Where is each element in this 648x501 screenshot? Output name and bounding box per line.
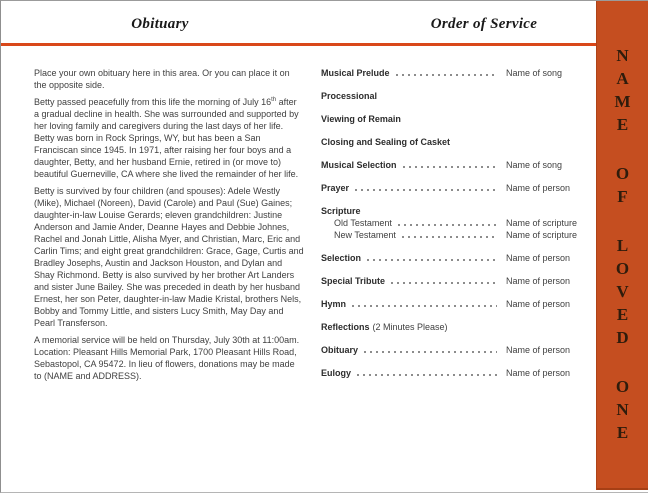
side-band-text <box>597 1 648 444</box>
order-of-service-row <box>321 367 579 379</box>
band-letter: V <box>616 282 629 301</box>
order-of-service-row <box>321 182 579 194</box>
obituary-paragraph-text: Betty is survived by four children (and spouses): Adele Westly (Mike), Michael (Noreen), David (Carole) and Paul (Sue) Gaines; daughter-in-law Louise Gerards; eleven grandchildren: Justine Anderson and Jamie Ander, Deanne Hayes and Debbie Johnes, Rachel and Jonah Little, Alisha Myer, and Christian, Marc, Eric and Carlin Tims; and eight great grandchildren: Grace, Gage, Curtis and Bradley Josephs, Austin and Jackson Houston, and Dylan and Shay Richmond. Betty is also survived by her brother Art Landers and sister June Bailey. She was preceded in death by her husband Ernest, her son Peter, daughter-in-law Madie Kristal, brothers Nels, Bobby and Tommy Little, and sisters Lucy Smith, May Day and Pearl Transferson. <box>34 186 304 328</box>
band-letter: M <box>614 92 631 111</box>
order-of-service-row <box>321 252 579 264</box>
order-item-label: Eulogy <box>321 368 352 378</box>
obituary-paragraph <box>34 96 304 180</box>
order-item-label: New Testament <box>334 230 396 240</box>
order-item-label: Prayer <box>321 183 350 193</box>
band-letter: E <box>616 115 629 134</box>
band-letter: F <box>617 187 628 206</box>
order-item-placeholder-value: Name of person <box>506 368 571 378</box>
band-letter: E <box>616 423 629 442</box>
order-of-service-row <box>321 205 579 217</box>
order-item-label: Reflections <box>321 322 370 332</box>
order-item-placeholder-value: Name of scripture <box>506 230 578 240</box>
order-of-service-row <box>321 67 579 79</box>
order-of-service-row <box>321 136 579 148</box>
obituary-paragraph <box>34 67 304 91</box>
order-item-label: Musical Prelude <box>321 68 390 78</box>
dotted-leader <box>391 282 497 284</box>
band-word <box>614 44 630 136</box>
dotted-leader <box>402 236 497 238</box>
band-letter: O <box>615 259 630 278</box>
dotted-leader <box>352 305 497 307</box>
obituary-heading: Obituary <box>131 16 189 32</box>
band-word <box>616 234 629 349</box>
ordinal-superscript: th <box>271 97 277 103</box>
obituary-paragraph-text: Betty passed peacefully from this life the morning of July 16 <box>34 97 272 107</box>
order-item-placeholder-value: Name of person <box>506 183 571 193</box>
dotted-leader <box>403 166 497 168</box>
order-item-label: Scripture <box>321 206 361 216</box>
order-of-service-heading: Order of Service <box>430 16 538 32</box>
band-letter: D <box>616 328 629 347</box>
order-item-placeholder-value: Name of song <box>506 160 563 170</box>
side-accent-band <box>596 1 648 490</box>
order-item-label: Selection <box>321 253 362 263</box>
order-of-service-list <box>321 67 579 390</box>
order-item-label: Viewing of Remain <box>321 114 401 124</box>
obituary-paragraph-text: after a gradual decline in health. She was surrounded and supported by her loving family and caregivers during the last days of her life. Betty was born in Rock Springs, WY, but has been a San Franciscan since 1945. In 1971, after raising her four boys and a daughter, Betty, and her husband Ernie, retired in (or move to) beautiful Guerneville, CA where she lived the remainder of her life. <box>34 97 299 179</box>
order-of-service-row <box>321 90 579 102</box>
dotted-leader <box>396 74 497 76</box>
order-item-placeholder-value: Name of person <box>506 276 571 286</box>
order-of-service-row <box>321 298 579 310</box>
band-letter: O <box>615 164 630 183</box>
dotted-leader <box>357 374 497 376</box>
order-item-label: Special Tribute <box>321 276 386 286</box>
dotted-leader <box>367 259 497 261</box>
dotted-leader <box>364 351 497 353</box>
order-of-service-row <box>321 275 579 287</box>
order-item-label: Hymn <box>321 299 347 309</box>
band-letter: E <box>616 305 629 324</box>
band-word <box>616 375 629 444</box>
order-of-service-row <box>321 321 579 333</box>
order-item-placeholder-value: Name of person <box>506 299 571 309</box>
order-item-label: Musical Selection <box>321 160 397 170</box>
order-item-placeholder-value: Name of song <box>506 68 563 78</box>
order-item-note: (2 Minutes Please) <box>372 322 448 332</box>
order-of-service-row <box>321 217 579 229</box>
obituary-paragraph-text: Place your own obituary here in this area. Or you can place it on the opposite side. <box>34 68 290 90</box>
order-of-service-row <box>321 159 579 171</box>
order-item-placeholder-value: Name of scripture <box>506 218 578 228</box>
dotted-leader <box>355 189 497 191</box>
order-of-service-row <box>321 229 579 241</box>
band-letter: L <box>616 236 629 255</box>
band-letter: N <box>616 400 629 419</box>
order-item-placeholder-value: Name of person <box>506 345 571 355</box>
band-letter: A <box>616 69 629 88</box>
obituary-paragraph <box>34 185 304 329</box>
obituary-paragraph-text: A memorial service will be held on Thursday, July 30th at 11:00am. Location: Pleasant Hills Memorial Park, 1700 Pleasant Hills Road, Sebastopol, CA 95472. In lieu of flowers, donations may be made to (NAME and ADDRESS). <box>34 335 300 381</box>
dotted-leader <box>398 224 497 226</box>
order-item-label: Obituary <box>321 345 359 355</box>
obituary-paragraph <box>34 334 304 382</box>
band-letter: O <box>615 377 630 396</box>
order-of-service-row <box>321 113 579 125</box>
header-divider-rule <box>1 43 598 46</box>
band-word <box>616 162 629 208</box>
order-item-placeholder-value: Name of person <box>506 253 571 263</box>
order-of-service-row <box>321 344 579 356</box>
obituary-text-column <box>34 67 304 387</box>
band-letter: N <box>616 46 629 65</box>
order-item-label: Closing and Sealing of Casket <box>321 137 451 147</box>
order-item-label: Old Testament <box>334 218 392 228</box>
order-item-label: Processional <box>321 91 378 101</box>
